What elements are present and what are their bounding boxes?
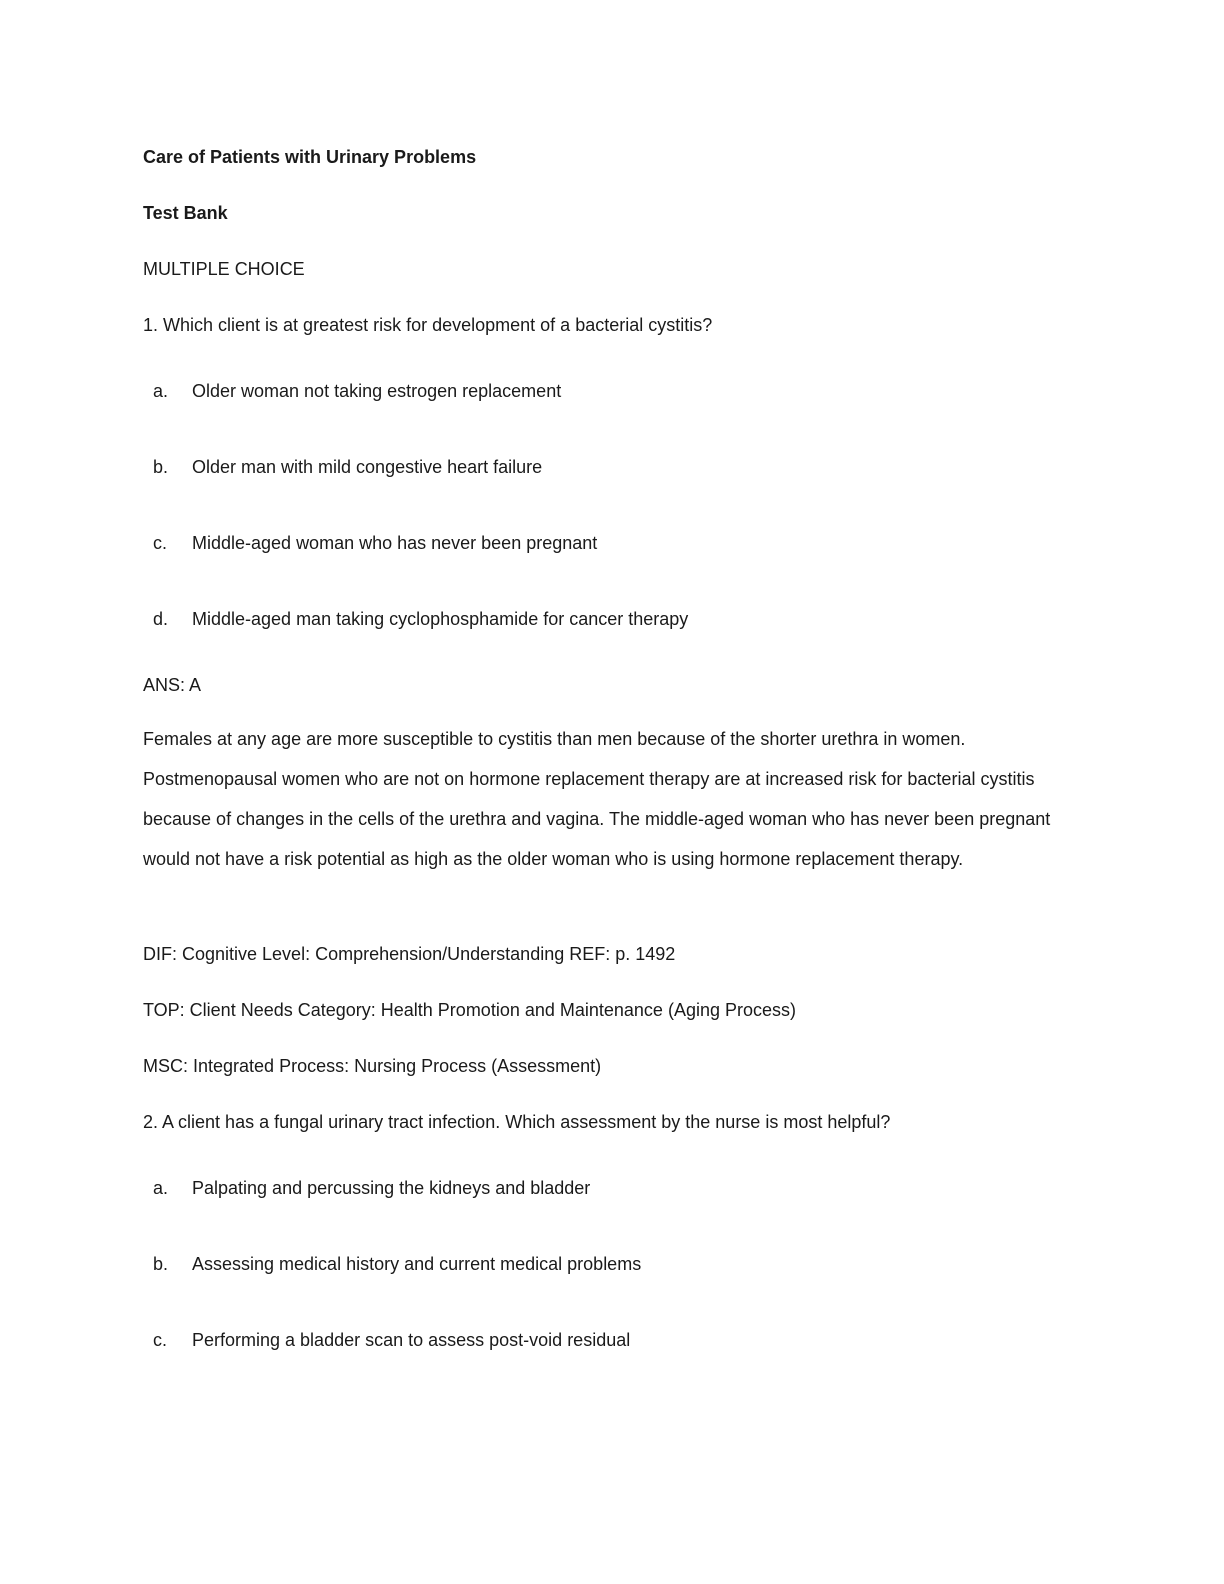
q1-option-b-letter: b. <box>153 457 169 477</box>
q1-difficulty: DIF: Cognitive Level: Comprehension/Understanding REF: p. 1492 <box>143 944 676 964</box>
q1-option-a-text: Older woman not taking estrogen replacement <box>192 381 562 401</box>
q2-option-c-letter: c. <box>153 1330 168 1350</box>
q1-rationale: Females at any age are more susceptible to cystitis than men because of the shorter urethra in women. Postmenopausal women who are not on hormone replacement therapy are at increased risk for bacterial cystitis because of changes in the cells of the urethra and vagina. The middle-aged woman who has never been pregnant would not have a risk potential as high as the older woman who is using hormone replacement therapy. <box>143 729 1051 869</box>
q2-option-a-text: Palpating and percussing the kidneys and bladder <box>192 1178 591 1198</box>
q1-topic: TOP: Client Needs Category: Health Promotion and Maintenance (Aging Process) <box>143 1000 796 1020</box>
question-2-stem: 2. A client has a fungal urinary tract infection. Which assessment by the nurse is most helpful? <box>143 1112 891 1132</box>
document-subtitle: Test Bank <box>143 203 228 223</box>
q1-option-b-text: Older man with mild congestive heart failure <box>192 457 543 477</box>
q1-msc: MSC: Integrated Process: Nursing Process (Assessment) <box>143 1056 602 1076</box>
q1-option-d-text: Middle-aged man taking cyclophosphamide for cancer therapy <box>192 609 689 629</box>
question-1-stem: 1. Which client is at greatest risk for development of a bacterial cystitis? <box>143 315 713 335</box>
q2-option-b-text: Assessing medical history and current medical problems <box>192 1254 642 1274</box>
q2-option-b-letter: b. <box>153 1254 169 1274</box>
document-title: Care of Patients with Urinary Problems <box>143 147 477 167</box>
q2-option-c-text: Performing a bladder scan to assess post-void residual <box>192 1330 631 1350</box>
q1-option-c-text: Middle-aged woman who has never been pregnant <box>192 533 598 553</box>
q1-option-d-letter: d. <box>153 609 169 629</box>
q1-option-c-letter: c. <box>153 533 168 553</box>
section-heading: MULTIPLE CHOICE <box>143 259 305 279</box>
q1-answer: ANS: A <box>143 675 202 695</box>
q1-option-a-letter: a. <box>153 381 169 401</box>
q2-option-a-letter: a. <box>153 1178 169 1198</box>
